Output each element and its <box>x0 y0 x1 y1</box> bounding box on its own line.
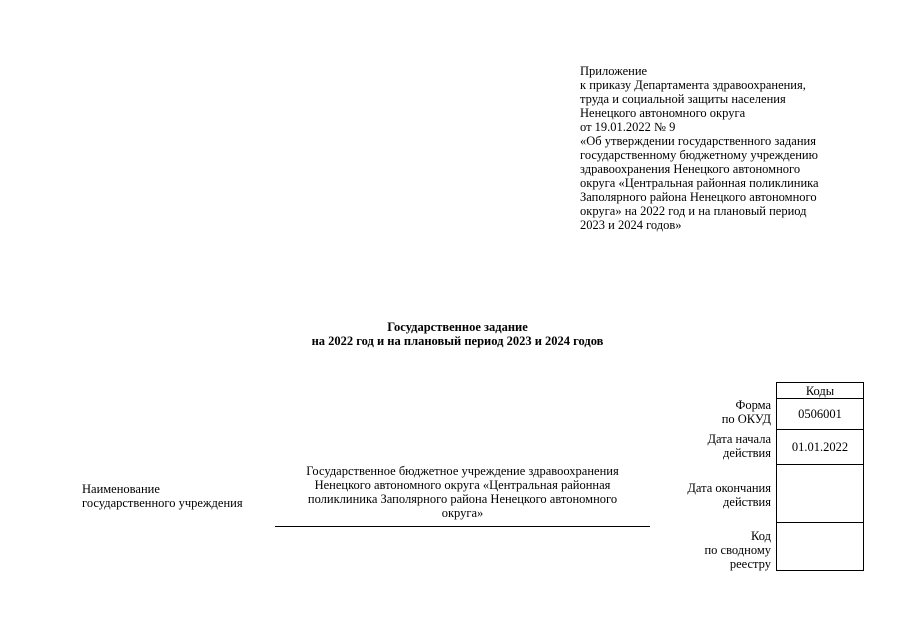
registry-code-label-line: по сводному <box>704 543 771 557</box>
start-date-label <box>707 432 771 460</box>
registry-code-label-line: реестру <box>729 557 771 571</box>
institution-name-line: Государственное бюджетное учреждение здравоохранения <box>306 464 619 478</box>
appendix-line: труда и социальной защиты населения <box>580 92 786 106</box>
document-subtitle: на 2022 год и на плановый период 2023 и 2024 годов <box>311 334 604 348</box>
appendix-line: Заполярного района Ненецкого автономного <box>580 190 817 204</box>
end-date-value <box>777 465 864 523</box>
appendix-line: Приложение <box>580 64 648 78</box>
start-date-label-line: действия <box>723 446 771 460</box>
appendix-line: государственному бюджетному учреждению <box>580 148 818 162</box>
end-date-label <box>687 481 771 509</box>
appendix-line: Ненецкого автономного округа <box>580 106 746 120</box>
appendix-block <box>580 64 880 232</box>
institution-name <box>275 464 650 520</box>
appendix-line: здравоохранения Ненецкого автономного <box>580 162 801 176</box>
start-date-label-line: Дата начала <box>707 432 771 446</box>
appendix-line: округа» на 2022 год и на плановый период <box>580 204 807 218</box>
institution-name-line: поликлиника Заполярного района Ненецкого автономного <box>307 492 618 506</box>
okud-label-line: по ОКУД <box>721 412 771 426</box>
end-date-label-line: Дата окончания <box>687 481 771 495</box>
appendix-line: округа «Центральная районная поликлиника <box>580 176 819 190</box>
institution-name-line: округа» <box>441 506 484 520</box>
appendix-line: «Об утверждении государственного задания <box>580 134 816 148</box>
registry-code-label <box>704 529 771 571</box>
okud-label <box>722 398 771 426</box>
start-date-value: 01.01.2022 <box>777 430 864 465</box>
institution-name-line: Ненецкого автономного округа «Центральная районная <box>314 478 611 492</box>
institution-label-line: государственного учреждения <box>82 496 243 510</box>
registry-code-label-line: Код <box>751 529 771 543</box>
institution-label <box>82 482 282 510</box>
codes-header: Коды <box>777 383 864 399</box>
end-date-label-line: действия <box>723 495 771 509</box>
okud-code-value: 0506001 <box>777 399 864 430</box>
appendix-line: к приказу Департамента здравоохранения, <box>580 78 806 92</box>
codes-table <box>776 382 864 571</box>
appendix-line: 2023 и 2024 годов» <box>580 218 682 232</box>
registry-code-value <box>777 523 864 571</box>
institution-underline <box>275 526 650 527</box>
okud-label-line: Форма <box>735 398 771 412</box>
appendix-line: от 19.01.2022 № 9 <box>580 120 676 134</box>
document-title: Государственное задание <box>387 320 528 334</box>
institution-label-line: Наименование <box>82 482 160 496</box>
